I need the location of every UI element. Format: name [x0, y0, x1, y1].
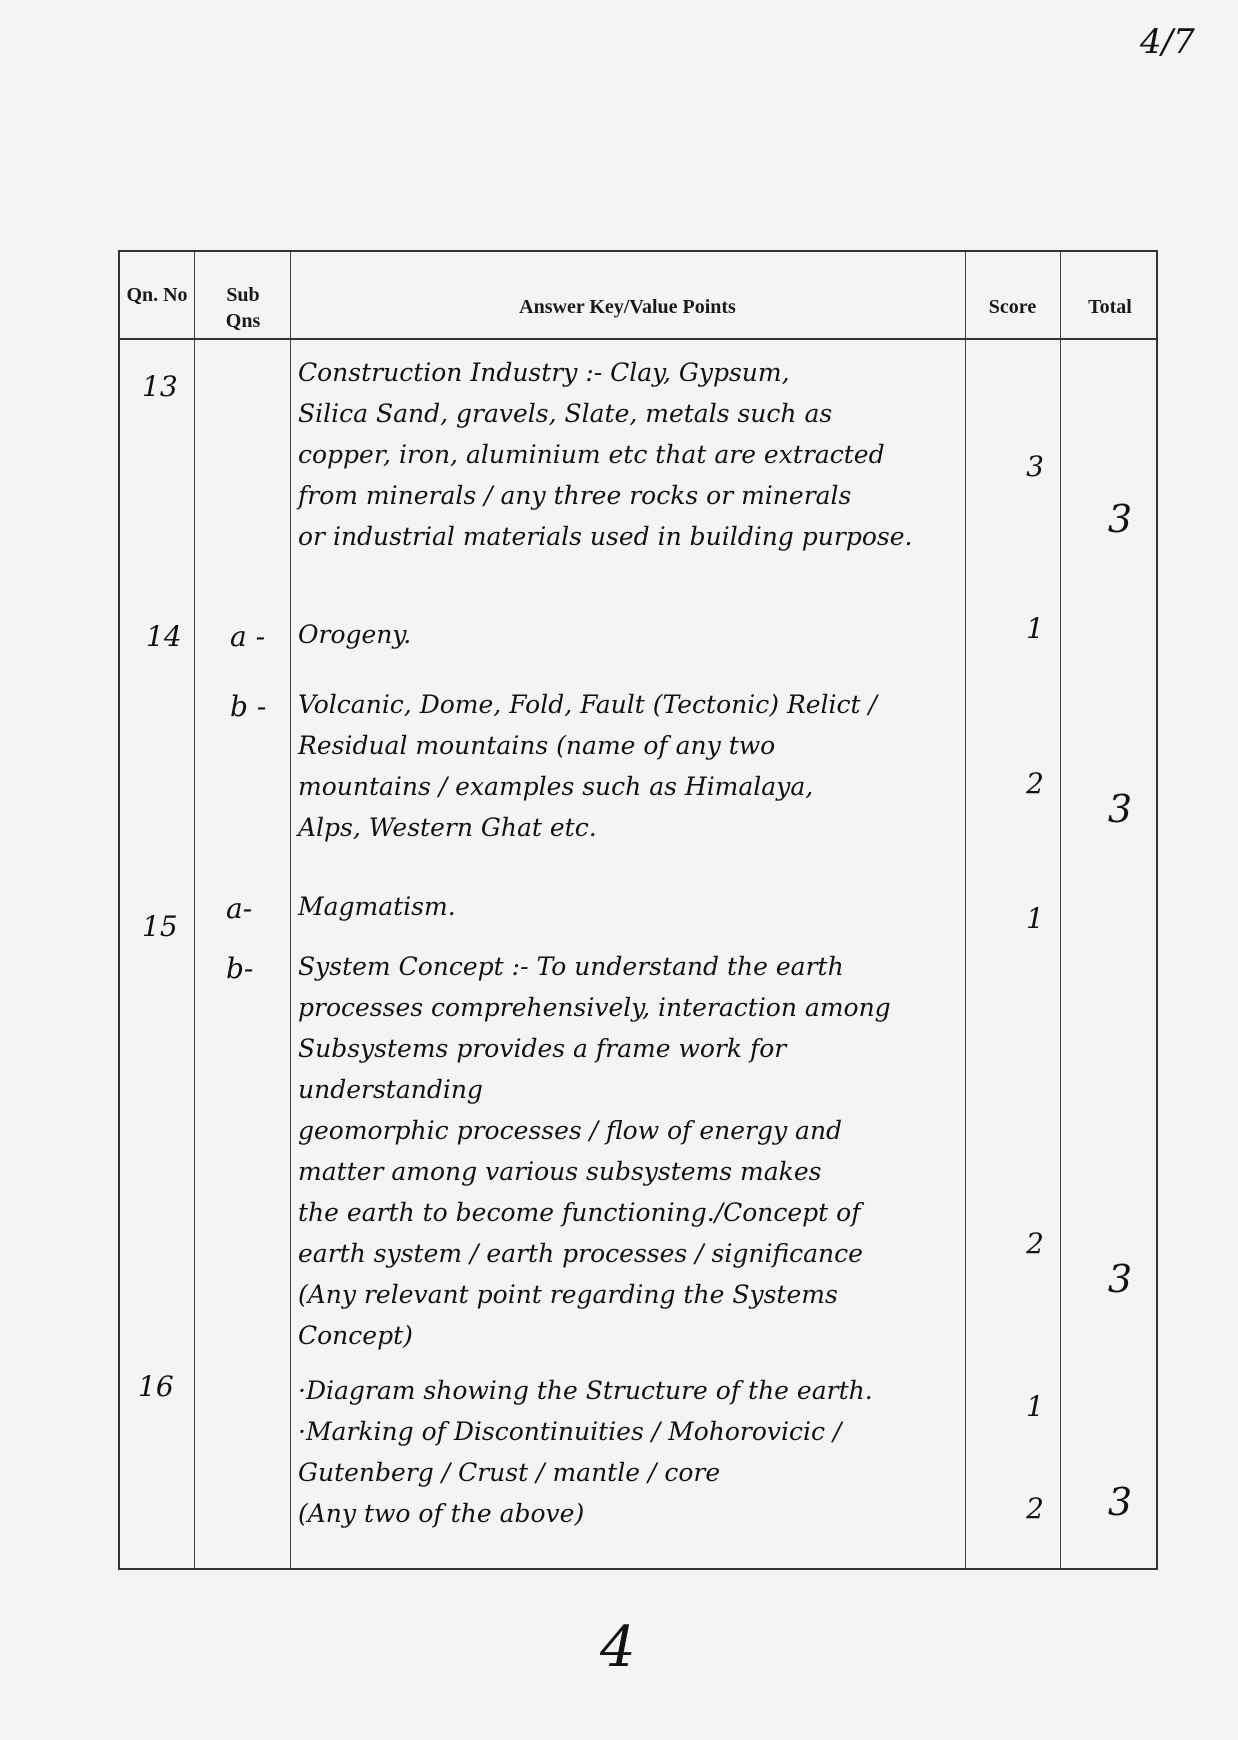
answer-line: Residual mountains (name of any two — [298, 731, 776, 760]
answer-line: Construction Industry :- Clay, Gypsum, — [298, 358, 790, 387]
answer-line: Magmatism. — [298, 892, 456, 921]
answer-line: (Any relevant point regarding the Systems — [298, 1280, 838, 1309]
sub-question: b - — [230, 690, 267, 723]
answer-line: Orogeny. — [298, 620, 412, 649]
score-value: 2 — [1026, 1492, 1044, 1525]
answer-line: processes comprehensively, interaction among — [298, 993, 891, 1022]
footer-page-number: 4 — [600, 1615, 636, 1680]
column-divider — [290, 252, 291, 1568]
answer-text — [298, 614, 978, 655]
answer-text — [298, 684, 978, 848]
page-number: 4/7 — [1140, 22, 1195, 62]
header-total: Total — [1088, 296, 1132, 318]
answer-line: System Concept :- To understand the earth — [298, 952, 844, 981]
answer-line: Subsystems provides a frame work for understanding — [298, 1034, 787, 1104]
sub-question: b- — [226, 952, 254, 985]
header-qno: Qn. No — [126, 284, 188, 306]
answer-line: Concept) — [298, 1321, 413, 1350]
answer-line: Alps, Western Ghat etc. — [298, 813, 597, 842]
answer-line: ·Diagram showing the Structure of the earth. — [298, 1376, 873, 1405]
question-number: 13 — [142, 370, 178, 403]
total-value: 3 — [1107, 787, 1133, 831]
answer-line: Gutenberg / Crust / mantle / core — [298, 1458, 721, 1487]
answer-line: or industrial materials used in building purpose. — [298, 522, 913, 551]
answer-line: Silica Sand, gravels, Slate, metals such as — [298, 399, 833, 428]
header-sub: Sub Qns — [225, 284, 261, 332]
answer-line: ·Marking of Discontinuities / Mohorovicic / — [298, 1417, 842, 1446]
answer-line: Volcanic, Dome, Fold, Fault (Tectonic) Relict / — [298, 690, 877, 719]
question-number: 16 — [138, 1370, 174, 1403]
score-value: 2 — [1026, 1227, 1044, 1260]
answer-text — [298, 946, 978, 1356]
total-value: 3 — [1107, 1480, 1133, 1524]
sub-question: a- — [226, 892, 253, 925]
question-number: 14 — [146, 620, 182, 653]
total-value: 3 — [1107, 497, 1133, 541]
answer-text — [298, 886, 978, 927]
answer-line: mountains / examples such as Himalaya, — [298, 772, 814, 801]
question-number: 15 — [142, 910, 178, 943]
answer-line: geomorphic processes / flow of energy and — [298, 1116, 843, 1145]
score-value: 1 — [1026, 612, 1044, 645]
answer-line: the earth to become functioning./Concept of — [298, 1198, 861, 1227]
header-score: Score — [988, 296, 1037, 318]
answer-key-table — [118, 250, 1158, 1570]
answer-line: matter among various subsystems makes — [298, 1157, 822, 1186]
score-value: 2 — [1026, 767, 1044, 800]
answer-line: earth system / earth processes / significance — [298, 1239, 863, 1268]
header-answer: Answer Key/Value Points — [519, 296, 736, 318]
answer-line: (Any two of the above) — [298, 1499, 585, 1528]
answer-text — [298, 352, 978, 557]
column-divider — [194, 252, 195, 1568]
answer-line: copper, iron, aluminium etc that are extracted — [298, 440, 885, 469]
total-value: 3 — [1107, 1257, 1133, 1301]
score-value: 1 — [1026, 902, 1044, 935]
score-value: 1 — [1026, 1390, 1044, 1423]
answer-line: from minerals / any three rocks or minerals — [298, 481, 852, 510]
score-value: 3 — [1026, 450, 1044, 483]
answer-text — [298, 1370, 978, 1534]
sub-question: a - — [230, 620, 266, 653]
header-divider — [120, 338, 1156, 340]
